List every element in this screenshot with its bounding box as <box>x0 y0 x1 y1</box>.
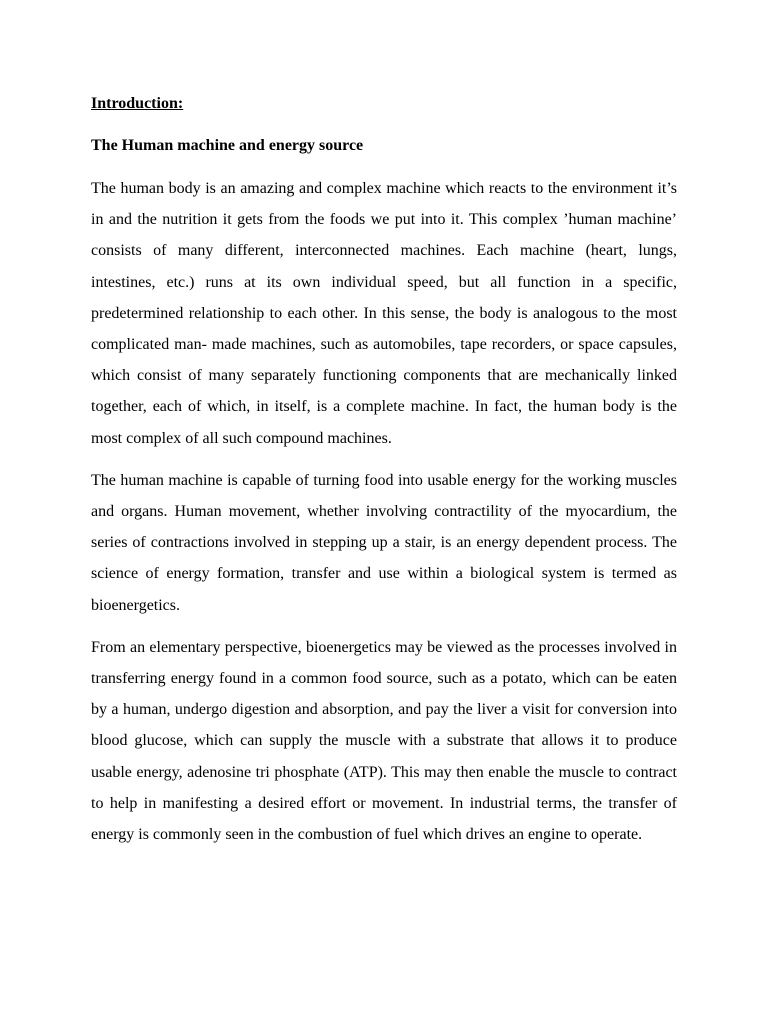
document-body <box>91 91 677 861</box>
introduction-heading: Introduction: <box>91 95 184 112</box>
section-heading: The Human machine and energy source <box>91 137 364 154</box>
paragraph-human-body: The human body is an amazing and complex machine which reacts to the environment it’s in and the nutrition it gets from the foods we put into it. This complex ’human machine’ consists of many different, interconnected machines. Each machine (heart, lungs, intestines, etc.) runs at its own individual speed, but all function in a specific, predetermined relationship to each other. In this sense, the body is analogous to the most complicated man- made machines, such as automobiles, tape recorders, or space capsules, which consist of many separately functioning components that are mechanically linked together, each of which, in itself, is a complete machine. In fact, the human body is the most complex of all such compound machines. <box>91 180 677 447</box>
paragraph-human-machine: The human machine is capable of turning food into usable energy for the working muscles and organs. Human movement, whether involving contractility of the myocardium, the series of contractions involved in stepping up a stair, is an energy dependent process. The science of energy formation, transfer and use within a biological system is termed as bioenergetics. <box>91 471 677 614</box>
paragraph-bioenergetics: From an elementary perspective, bioenergetics may be viewed as the processes involved in transferring energy found in a common food source, such as a potato, which can be eaten by a human, undergo digestion and absorption, and pay the liver a visit for conversion into blood glucose, which can supply the muscle with a substrate that allows it to produce usable energy, adenosine tri phosphate (ATP). This may then enable the muscle to contract to help in manifesting a desired effort or movement. In industrial terms, the transfer of energy is commonly seen in the combustion of fuel which drives an engine to operate. <box>91 638 677 844</box>
